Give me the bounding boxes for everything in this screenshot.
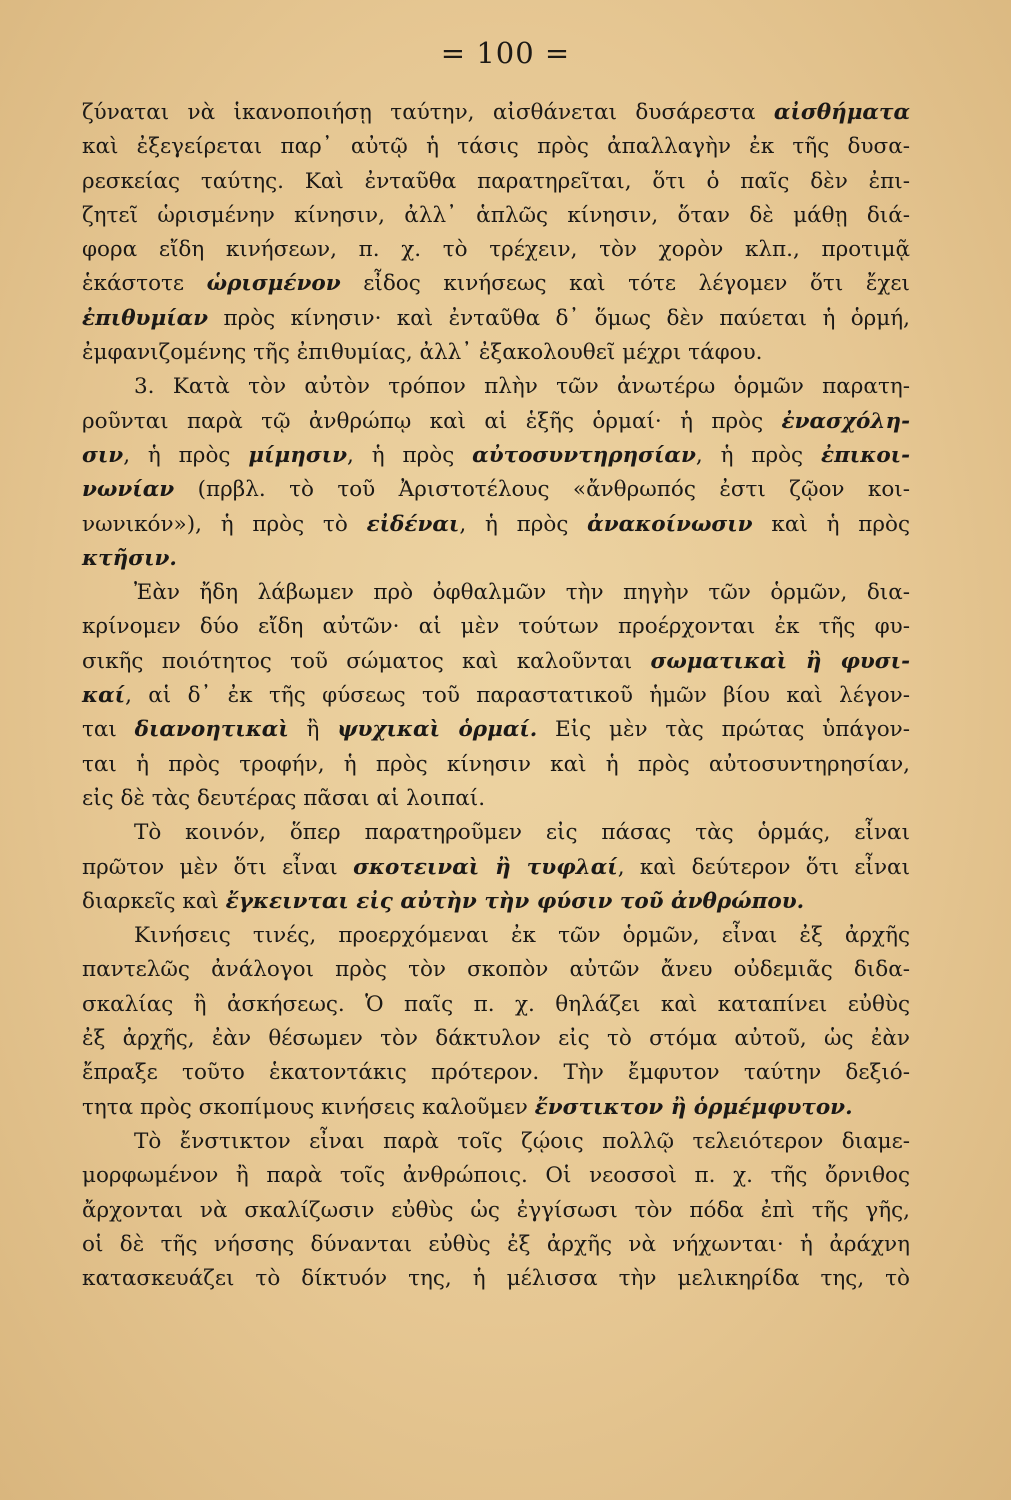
text-line <box>82 267 910 301</box>
text-run: ἢ <box>288 717 338 743</box>
text-line <box>82 576 910 610</box>
text-line <box>82 988 910 1022</box>
text-run: πρὸς κίνησιν· καὶ ἐνταῦθα δ᾿ ὅμως δὲν παύεται ἡ ὁρμή, <box>208 305 910 331</box>
emphasized-term: καί <box>82 683 126 709</box>
text-line <box>82 1125 910 1159</box>
text-line <box>82 199 910 233</box>
emphasized-term: διανοητικαὶ <box>134 717 289 743</box>
text-run: εἶδος κινήσεως καὶ τότε λέγομεν ὅτι ἔχει <box>340 271 910 297</box>
text-run: Τὸ ἔνστικτον εἶναι παρὰ τοῖς ζῴοις πολλῷ τελειότερον διαμε- <box>134 1128 910 1154</box>
text-run: ἄρχονται νὰ σκαλίζωσιν εὐθὺς ὡς ἐγγίσωσι τὸν πόδα ἐπὶ τῆς γῆς, <box>82 1197 910 1223</box>
emphasized-term: σιν <box>82 442 124 468</box>
body-text <box>82 96 910 1296</box>
text-line <box>82 748 910 782</box>
text-run: τητα πρὸς σκοπίμους κινήσεις καλοῦμεν <box>82 1094 535 1120</box>
text-run: καὶ ἡ πρὸς <box>752 511 910 537</box>
text-line <box>82 1228 910 1262</box>
text-run: οἱ δὲ τῆς νήσσης δύνανται εὐθὺς ἐξ ἀρχῆς νὰ νήχωνται· ἡ ἀράχνη <box>82 1231 910 1257</box>
text-run: ται <box>82 717 135 743</box>
text-run: 3. Κατὰ τὸν αὐτὸν τρόπον πλὴν τῶν ἀνωτέρω ὁρμῶν παρατη- <box>134 374 910 400</box>
text-run: , αἱ δ᾿ ἐκ τῆς φύσεως τοῦ παραστατικοῦ ἡμῶν βίου καὶ λέγον- <box>125 683 910 709</box>
text-run: , ἡ πρὸς <box>347 442 473 468</box>
emphasized-term: ὡρισμένον <box>206 271 341 297</box>
text-run: ροῦνται παρὰ τῷ ἀνθρώπῳ καὶ αἱ ἑξῆς ὁρμαί· ἡ πρὸς <box>82 408 782 434</box>
text-run: πρῶτον μὲν ὅτι εἶναι <box>82 854 354 880</box>
text-line <box>82 645 910 679</box>
text-line <box>82 953 910 987</box>
text-line <box>82 1056 910 1090</box>
text-line <box>82 233 910 267</box>
text-run: σικῆς ποιότητος τοῦ σώματος καὶ καλοῦνται <box>82 648 651 674</box>
emphasized-term: ἐπιθυμίαν <box>82 305 209 331</box>
text-run: νωνικόν»), ἡ πρὸς τὸ <box>82 511 367 537</box>
text-run: ρεσκείας ταύτης. Καὶ ἐνταῦθα παρατηρεῖται, ὅτι ὁ παῖς δὲν ἐπι- <box>82 168 910 194</box>
emphasized-term: αἰσθήματα <box>773 100 910 125</box>
emphasized-term: εἰδέναι <box>366 511 460 537</box>
text-run: , ἡ πρὸς <box>459 511 588 537</box>
text-run: σκαλίας ἢ ἀσκήσεως. Ὁ παῖς π. χ. θηλάζει καὶ καταπίνει εὐθὺς <box>82 991 910 1017</box>
text-line <box>82 473 910 507</box>
text-run: , ἡ πρὸς <box>123 442 249 468</box>
text-run: φορα εἴδη κινήσεων, π. χ. τὸ τρέχειν, τὸν χορὸν κλπ., προτιμᾷ <box>82 237 910 263</box>
paragraph <box>82 96 910 370</box>
text-run: , καὶ δεύτερον ὅτι εἶναι <box>617 854 911 880</box>
text-run: ἑκάστοτε <box>82 271 207 297</box>
text-run: ἐμφανιζομένης τῆς ἐπιθυμίας, ἀλλ᾿ ἐξακολουθεῖ μέχρι τάφου. <box>82 340 763 366</box>
text-line <box>82 1262 910 1296</box>
text-run: καὶ ἐξεγείρεται παρ᾿ αὐτῷ ἡ τάσις πρὸς ἀπαλλαγὴν ἐκ τῆς δυσα- <box>82 134 910 160</box>
paragraph <box>82 1125 910 1296</box>
emphasized-term: ἐπικοι- <box>821 442 910 468</box>
emphasized-term: ἐνασχόλη- <box>781 408 910 434</box>
text-line <box>82 782 910 816</box>
text-run: Ἐὰν ἤδη λάβωμεν πρὸ ὀφθαλμῶν τὴν πηγὴν τῶν ὁρμῶν, δια- <box>134 580 910 606</box>
emphasized-term: μίμησιν <box>248 442 348 468</box>
text-line <box>82 439 910 473</box>
text-line <box>82 885 910 919</box>
emphasized-term: κτῆσιν. <box>82 545 177 571</box>
text-run: διαρκεῖς καὶ <box>82 888 226 914</box>
text-line <box>82 96 910 130</box>
text-line <box>82 1022 910 1056</box>
text-run: ται ἡ πρὸς τροφήν, ἡ πρὸς κίνησιν καὶ ἡ πρὸς αὐτοσυντηρησίαν, <box>82 751 910 777</box>
text-run: κατασκευάζει τὸ δίκτυόν της, ἡ μέλισσα τὴν μελικηρίδα της, τὸ <box>82 1266 910 1292</box>
emphasized-term: ἔγκεινται εἰς αὐτὴν τὴν φύσιν τοῦ ἀνθρώπου. <box>225 888 805 914</box>
text-line <box>82 165 910 199</box>
text-run: ἐξ ἀρχῆς, ἐὰν θέσωμεν τὸν δάκτυλον εἰς τὸ στόμα αὐτοῦ, ὡς ἐὰν <box>82 1026 910 1052</box>
emphasized-term: ἀνακοίνωσιν <box>587 511 753 537</box>
paragraph <box>82 576 910 816</box>
text-run: ἔπραξε τοῦτο ἑκατοντάκις πρότερον. Τὴν ἔμφυτον ταύτην δεξιό- <box>82 1060 910 1086</box>
text-run: , ἡ πρὸς <box>695 442 821 468</box>
text-run: παντελῶς ἀνάλογοι πρὸς τὸν σκοπὸν αὐτῶν ἄνευ οὐδεμιᾶς διδα- <box>82 957 910 983</box>
text-line <box>82 816 910 850</box>
text-run: ζητεῖ ὡρισμένην κίνησιν, ἀλλ᾿ ἁπλῶς κίνησιν, ὅταν δὲ μάθῃ διά- <box>82 202 910 228</box>
text-line <box>82 713 910 747</box>
text-run: μορφωμένον ἢ παρὰ τοῖς ἀνθρώποις. Οἱ νεοσσοὶ π. χ. τῆς ὄρνιθος <box>82 1163 910 1189</box>
paragraph <box>82 370 910 576</box>
emphasized-term: αὐτοσυντηρησίαν <box>472 442 696 468</box>
text-run: Κινήσεις τινές, προερχόμεναι ἐκ τῶν ὁρμῶν, εἶναι ἐξ ἀρχῆς <box>134 923 910 949</box>
text-run: ζύναται νὰ ἱκανοποιήσῃ ταύτην, αἰσθάνεται δυσάρεστα <box>82 100 774 125</box>
text-line <box>82 370 910 404</box>
emphasized-term: ψυχικαὶ ὁρμαί. <box>337 717 538 743</box>
text-run: Τὸ κοινόν, ὅπερ παρατηροῦμεν εἰς πάσας τὰς ὁρμάς, εἶναι <box>134 820 910 846</box>
emphasized-term: σκοτειναὶ ἢ τυφλαί <box>353 854 618 880</box>
text-line <box>82 1091 910 1125</box>
text-line <box>82 542 910 576</box>
emphasized-term: νωνίαν <box>82 477 175 503</box>
text-line <box>82 508 910 542</box>
emphasized-term: σωματικαὶ ἢ φυσι- <box>650 648 910 674</box>
text-run: Εἰς μὲν τὰς πρώτας ὑπάγον- <box>537 717 910 743</box>
text-run: εἰς δὲ τὰς δευτέρας πᾶσαι αἱ λοιπαί. <box>82 785 486 811</box>
text-line <box>82 919 910 953</box>
text-line <box>82 302 910 336</box>
text-line <box>82 1194 910 1228</box>
text-line <box>82 610 910 644</box>
text-line <box>82 130 910 164</box>
emphasized-term: ἔνστικτον ἢ ὁρμέμφυτον. <box>534 1094 853 1120</box>
paragraph <box>82 816 910 919</box>
text-line <box>82 1159 910 1193</box>
text-line <box>82 851 910 885</box>
paragraph <box>82 919 910 1125</box>
page-number: = 100 = <box>440 36 571 70</box>
text-line <box>82 336 910 370</box>
text-line <box>82 679 910 713</box>
text-line <box>82 405 910 439</box>
text-run: κρίνομεν δύο εἴδη αὐτῶν· αἱ μὲν τούτων προέρχονται ἐκ τῆς φυ- <box>82 614 910 640</box>
text-run: (πρβλ. τὸ τοῦ Ἀριστοτέλους «ἄνθρωπός ἐστι ζῷον κοι- <box>174 477 910 503</box>
